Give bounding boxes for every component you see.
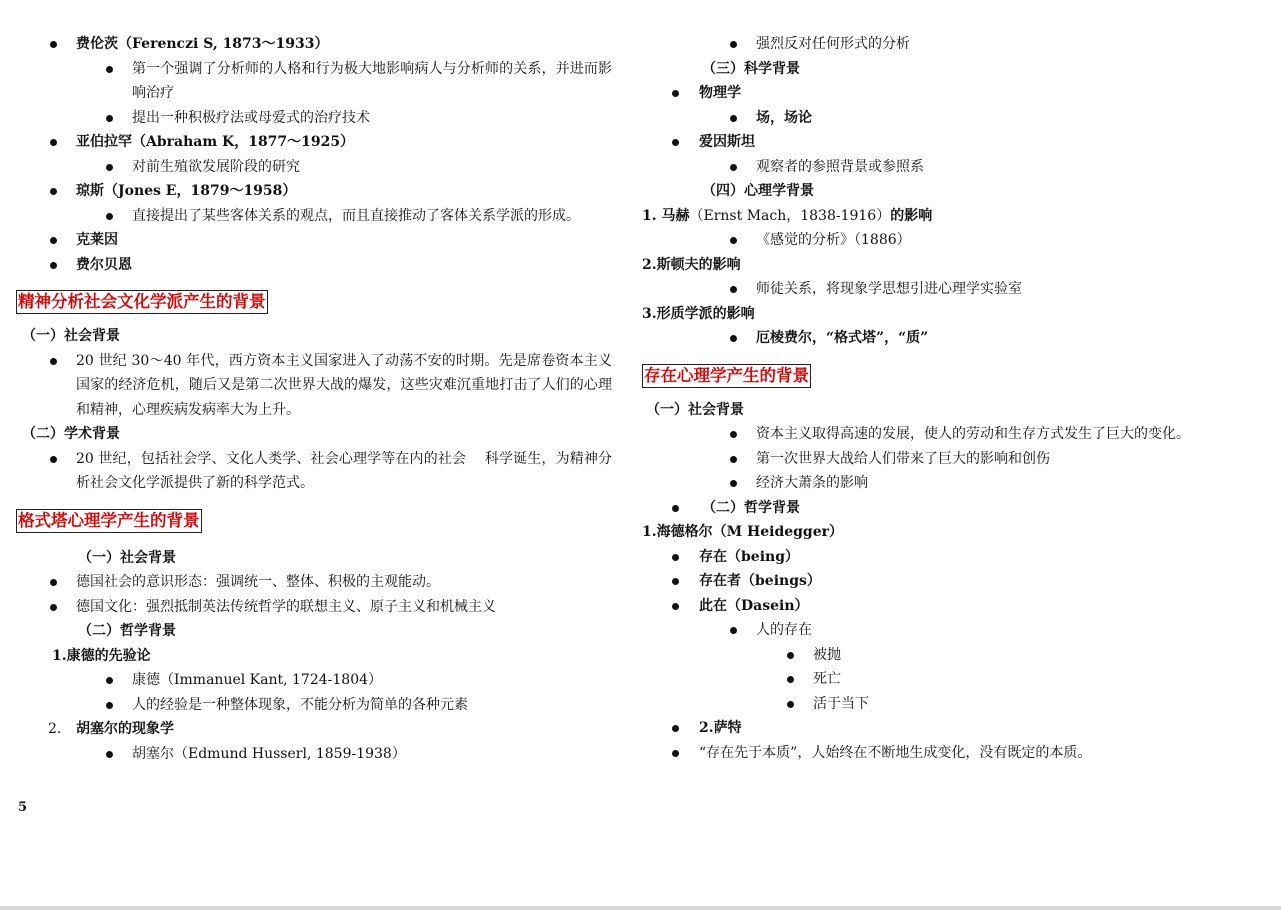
bullet-icon (672, 505, 679, 512)
bullet-icon (50, 237, 57, 244)
bullet-icon (672, 750, 679, 757)
bullet-icon (50, 262, 57, 269)
bullet-physics: 物理学 (640, 81, 1240, 106)
gestalt-social-2: 德国文化：强烈抵制英法传统哲学的联想主义、原子主义和机械主义 (16, 595, 612, 620)
bullet-fairbairn: 费尔贝恩 (16, 253, 612, 278)
kant-point-2: 人的经验是一种整体现象，不能分析为简单的各种元素 (16, 693, 612, 718)
heidegger-heading: 1.海德格尔（M Heidegger） (642, 524, 843, 540)
bullet-icon (672, 725, 679, 732)
science-background-heading: （三）科学背景 (702, 60, 800, 77)
bullet-icon (672, 554, 679, 561)
bullet-icon (730, 164, 737, 171)
gestalt-social-1: 德国社会的意识形态：强调统一、整体、积极的主观能动。 (16, 570, 612, 595)
bullet-icon (106, 677, 113, 684)
bullet-klein: 克莱因 (16, 228, 612, 253)
husserl-number: 2. (48, 721, 62, 737)
page-bottom-divider (0, 906, 1281, 910)
bullet-icon (730, 627, 737, 634)
bullet-icon (730, 237, 737, 244)
bullet-icon (106, 702, 113, 709)
section-heading-psychoanalysis-social: 精神分析社会文化学派产生的背景 (16, 290, 268, 314)
bullet-sartre: 2.萨特 (640, 716, 1240, 741)
existential-social-3: 经济大萧条的影响 (640, 471, 1240, 496)
bullet-icon (730, 480, 737, 487)
social-background-text: 20 世纪 30～40 年代，西方资本主义国家进入了动荡不安的时期。先是席卷资本主义国家的经济危机，随后又是第二次世界大战的爆发，这些灾难沉重地打击了人们的心理和精神，心理疾病发病率大为上升。 (16, 349, 612, 423)
bullet-dasein: 此在（Dasein） (640, 594, 1240, 619)
bullet-icon (106, 66, 113, 73)
subheading-social-background: （一）社会背景 (22, 328, 120, 344)
kant-point-1: 康德（Immanuel Kant, 1724-1804） (16, 668, 612, 693)
bullet-icon (50, 139, 57, 146)
living-present: 活于当下 (640, 692, 1240, 717)
husserl-point-1: 胡塞尔（Edmund Husserl, 1859-1938） (16, 742, 612, 767)
bullet-einstein: 爱因斯坦 (640, 130, 1240, 155)
left-column (16, 32, 612, 766)
existential-social-1: 资本主义取得高速的发展，使人的劳动和生存方式发生了巨大的变化。 (640, 422, 1240, 447)
gestalt-philosophy-heading: （二）哲学背景 (78, 623, 176, 639)
bullet-icon (787, 652, 794, 659)
section-heading-gestalt: 格式塔心理学产生的背景 (16, 509, 202, 533)
jones-point-1: 直接提出了某些客体关系的观点，而且直接推动了客体关系学派的形成。 (16, 204, 612, 229)
bullet-icon (50, 41, 57, 48)
sartre-text: “存在先于本质”，人始终在不断地生成变化，没有既定的本质。 (640, 741, 1240, 766)
bullet-icon (106, 213, 113, 220)
bullet-beings: 存在者（beings） (640, 569, 1240, 594)
thrown: 被抛 (640, 643, 1240, 668)
stumpf-heading: 2.斯顿夫的影响 (642, 256, 741, 273)
bullet-icon (106, 751, 113, 758)
stumpf-text: 师徒关系，将现象学思想引进心理学实验室 (640, 277, 1240, 302)
page-number: 5 (18, 800, 28, 815)
mach-heading: 1. 马赫（Ernst Mach，1838-1916）的影响 (642, 207, 933, 224)
bullet-icon (730, 335, 737, 342)
existential-philosophy-heading: （二）哲学背景 (640, 496, 1240, 521)
bullet-icon (50, 358, 57, 365)
bullet-icon (50, 188, 57, 195)
husserl-heading-row (16, 717, 612, 742)
academic-background-text: 20 世纪，包括社会学、文化人类学、社会心理学等在内的社会 科学诞生，为精神分析社会文化学派提供了新的科学范式。 (16, 447, 612, 496)
bullet-abraham: 亚伯拉罕（Abraham K，1877～1925） (16, 130, 612, 155)
husserl-heading: 胡塞尔的现象学 (76, 721, 174, 737)
bullet-icon (50, 604, 57, 611)
ferenczi-title: 费伦茨（Ferenczi S, 1873～1933） (76, 36, 329, 52)
bullet-icon (672, 603, 679, 610)
existential-social-heading: （一）社会背景 (646, 401, 744, 418)
bullet-icon (50, 579, 57, 586)
bullet-icon (672, 90, 679, 97)
bullet-icon (787, 701, 794, 708)
ferenczi-point-1: 第一个强调了分析师的人格和行为极大地影响病人与分析师的关系，并进而影响治疗 (16, 57, 612, 106)
bullet-icon (730, 431, 737, 438)
bullet-icon (787, 676, 794, 683)
gestalt-social-heading: （一）社会背景 (78, 549, 176, 566)
bullet-icon (730, 41, 737, 48)
bullet-icon (730, 456, 737, 463)
observer-frame: 观察者的参照背景或参照系 (640, 155, 1240, 180)
bullet-jones: 琼斯（Jones E，1879～1958） (16, 179, 612, 204)
form-quality-heading: 3.形质学派的影响 (642, 305, 755, 322)
section-heading-existential: 存在心理学产生的背景 (642, 364, 811, 388)
oppose-analysis: 强烈反对任何形式的分析 (640, 32, 1240, 57)
right-column (640, 32, 1240, 765)
bullet-icon (730, 115, 737, 122)
ferenczi-point-2: 提出一种积极疗法或母爱式的治疗技术 (16, 106, 612, 131)
form-quality-text: 厄棱费尔，“格式塔”，“质” (640, 326, 1240, 351)
human-existence: 人的存在 (640, 618, 1240, 643)
death: 死亡 (640, 667, 1240, 692)
bullet-ferenczi (16, 32, 612, 57)
existential-social-2: 第一次世界大战给人们带来了巨大的影响和创伤 (640, 447, 1240, 472)
mach-book: 《感觉的分析》（1886） (640, 228, 1240, 253)
field-theory: 场，场论 (640, 106, 1240, 131)
bullet-icon (672, 139, 679, 146)
kant-heading: 1.康德的先验论 (52, 647, 151, 664)
subheading-academic-background: （二）学术背景 (22, 426, 120, 442)
bullet-icon (672, 578, 679, 585)
bullet-being: 存在（being） (640, 545, 1240, 570)
bullet-icon (106, 164, 113, 171)
bullet-icon (50, 456, 57, 463)
bullet-icon (730, 286, 737, 293)
bullet-icon (106, 115, 113, 122)
psychology-background-heading: （四）心理学背景 (702, 183, 814, 199)
abraham-point-1: 对前生殖欲发展阶段的研究 (16, 155, 612, 180)
